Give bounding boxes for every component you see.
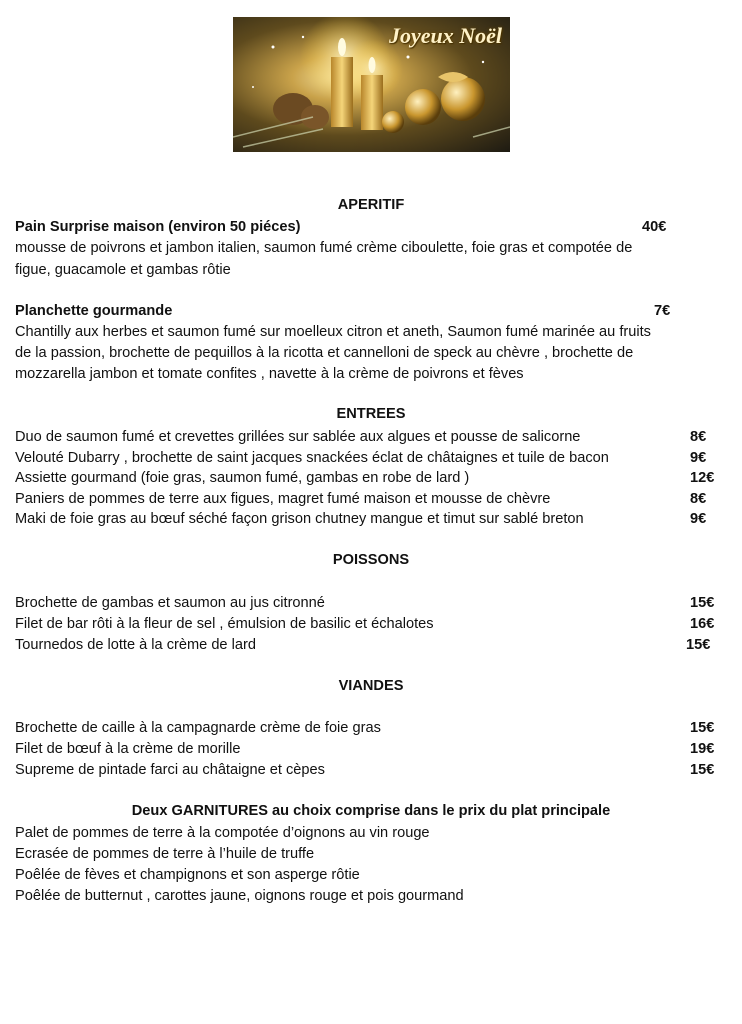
menu-item-name: Duo de saumon fumé et crevettes grillées sur sablée aux algues et pousse de salicorne	[15, 429, 581, 445]
garniture-item: Ecrasée de pommes de terre à l’huile de truffe	[15, 846, 315, 862]
menu-item-name: Brochette de caille à la campagnarde crème de foie gras	[15, 720, 381, 736]
menu-item-description: mousse de poivrons et jambon italien, saumon fumé crème ciboulette, foie gras et compotée de	[15, 240, 633, 256]
menu-item-price: 9€	[690, 511, 707, 527]
section-heading-garnitures: Deux GARNITURES au choix comprise dans le prix du plat principale	[131, 803, 611, 819]
menu-item-description: figue, guacamole et gambas rôtie	[15, 262, 231, 278]
menu-item-price: 9€	[690, 450, 707, 466]
menu-item-price: 15€	[690, 762, 715, 778]
menu-item-name: Planchette gourmande	[15, 303, 173, 319]
menu-item-price: 7€	[654, 303, 671, 319]
menu-item-name: Paniers de pommes de terre aux figues, magret fumé maison et mousse de chèvre	[15, 491, 551, 507]
menu-item-name: Filet de bœuf à la crème de morille	[15, 741, 241, 757]
menu-item-name: Supreme de pintade farci au châtaigne et cèpes	[15, 762, 325, 778]
garniture-item: Poêlée de fèves et champignons et son asperge rôtie	[15, 867, 360, 883]
menu-item-price: 16€	[690, 616, 715, 632]
menu-item-name: Maki de foie gras au bœuf séché façon grison chutney mangue et timut sur sablé breton	[15, 511, 584, 527]
menu-item-price: 12€	[690, 470, 715, 486]
menu-item-description: de la passion, brochette de pequillos à la ricotta et cannelloni de speck au chèvre , brochette de	[15, 345, 634, 361]
menu-item-description: Chantilly aux herbes et saumon fumé sur moelleux citron et aneth, Saumon fumé marinée au fruits	[15, 324, 651, 340]
menu-item-price: 19€	[690, 741, 715, 757]
section-heading-aperitif: APERITIF	[337, 197, 405, 213]
section-heading-entrees: ENTREES	[336, 406, 406, 422]
menu-item-price: 15€	[690, 595, 715, 611]
banner-title: Joyeux Noël	[388, 23, 502, 48]
section-heading-poissons: POISSONS	[332, 552, 410, 568]
menu-item-name: Tournedos de lotte à la crème de lard	[15, 637, 256, 653]
menu-item-price: 15€	[686, 637, 711, 653]
menu-item-price: 8€	[690, 491, 707, 507]
menu-item-description: mozzarella jambon et tomate confites , navette à la crème de poivrons et fèves	[15, 366, 524, 382]
menu-item-price: 8€	[690, 429, 707, 445]
menu-item-name: Pain Surprise maison (environ 50 piéces)	[15, 219, 301, 235]
menu-item-name: Velouté Dubarry , brochette de saint jacques snackées éclat de châtaignes et tuile de bacon	[15, 450, 609, 466]
menu-item-price: 15€	[690, 720, 715, 736]
section-heading-viandes: VIANDES	[338, 678, 404, 694]
menu-item-price: 40€	[642, 219, 667, 235]
garniture-item: Palet de pommes de terre à la compotée d’oignons au vin rouge	[15, 825, 430, 841]
menu-item-name: Filet de bar rôti à la fleur de sel , émulsion de basilic et échalotes	[15, 616, 434, 632]
christmas-banner-image	[233, 17, 510, 152]
garniture-item: Poêlée de butternut , carottes jaune, oignons rouge et pois gourmand	[15, 888, 464, 904]
menu-item-name: Assiette gourmand (foie gras, saumon fumé, gambas en robe de lard )	[15, 470, 470, 486]
menu-item-name: Brochette de gambas et saumon au jus citronné	[15, 595, 325, 611]
